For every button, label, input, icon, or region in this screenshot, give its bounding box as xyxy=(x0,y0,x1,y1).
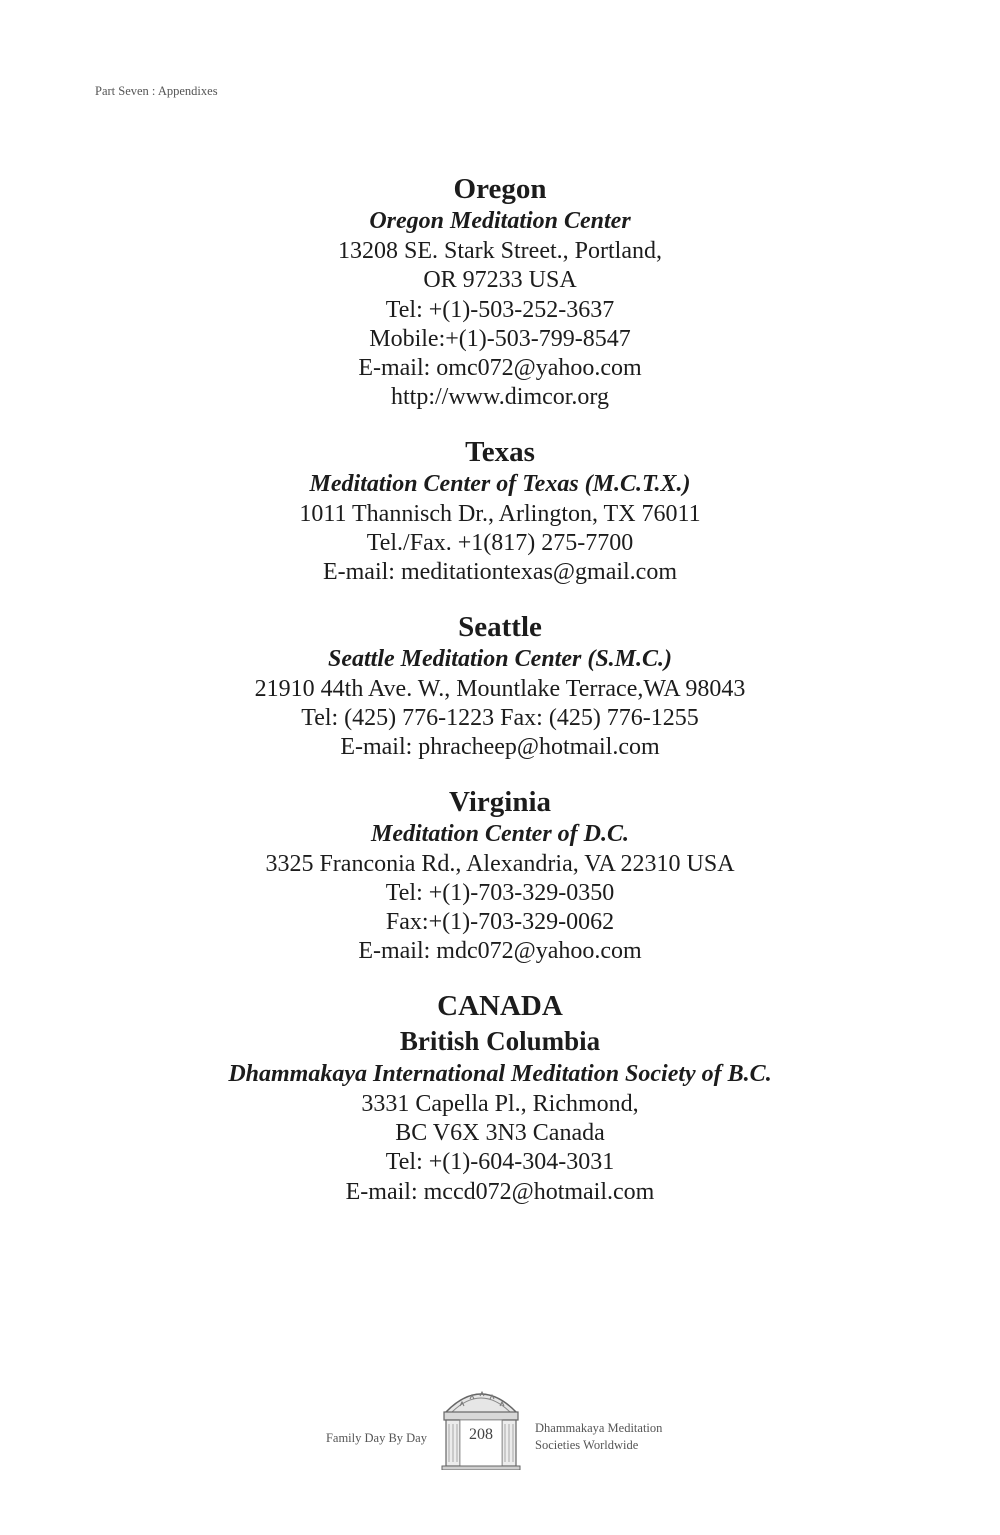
page-number: 208 xyxy=(469,1426,493,1443)
address-line: 3325 Franconia Rd., Alexandria, VA 22310 USA xyxy=(265,850,735,877)
section-texas xyxy=(0,435,1000,588)
footer-section-title xyxy=(535,1420,662,1454)
section-oregon xyxy=(0,172,1000,413)
mobile-line: Mobile:+(1)-503-799-8547 xyxy=(369,325,631,352)
country-heading: CANADA xyxy=(437,989,563,1022)
phone-line: Tel./Fax. +1(817) 275-7700 xyxy=(366,530,634,557)
email-line: E-mail: meditationtexas@gmail.com xyxy=(322,559,677,586)
running-header: Part Seven : Appendixes xyxy=(95,84,218,98)
address-line: 3331 Capella Pl., Richmond, xyxy=(361,1090,639,1117)
center-name: Dhammakaya International Meditation Society of B.C. xyxy=(228,1060,772,1087)
region-heading: Texas xyxy=(465,435,535,468)
address-line: 1011 Thannisch Dr., Arlington, TX 76011 xyxy=(299,500,701,527)
email-line: E-mail: phracheep@hotmail.com xyxy=(340,734,660,761)
phone-line: Tel: +(1)-503-252-3637 xyxy=(385,296,615,323)
region-heading: Oregon xyxy=(453,173,547,205)
center-name: Meditation Center of D.C. xyxy=(370,820,629,847)
directory-content xyxy=(0,172,1000,1207)
section-canada xyxy=(0,989,1000,1207)
address-line: BC V6X 3N3 Canada xyxy=(395,1120,605,1147)
footer-book-title: Family Day By Day xyxy=(325,1431,427,1445)
center-name: Meditation Center of Texas (M.C.T.X.) xyxy=(309,470,691,497)
phone-line: Tel: +(1)-604-304-3031 xyxy=(385,1149,615,1176)
email-line: E-mail: omc072@yahoo.com xyxy=(358,355,642,382)
email-line: E-mail: mdc072@yahoo.com xyxy=(358,938,642,965)
center-name: Oregon Meditation Center xyxy=(369,208,631,234)
section-virginia xyxy=(0,785,1000,967)
footer-section-title-line: Dhammakaya Meditation xyxy=(535,1421,663,1435)
fax-line: Fax:+(1)-703-329-0062 xyxy=(385,909,615,936)
phone-line: Tel: (425) 776-1223 Fax: (425) 776-1255 xyxy=(301,704,699,731)
section-seattle xyxy=(0,610,1000,763)
center-name: Seattle Meditation Center (S.M.C.) xyxy=(327,645,672,672)
region-heading: Virginia xyxy=(448,785,552,818)
region-heading: Seattle xyxy=(458,610,542,643)
address-line: OR 97233 USA xyxy=(423,267,577,294)
footer-section-title-line: Societies Worldwide xyxy=(535,1438,639,1452)
website-line: http://www.dimcor.org xyxy=(391,384,609,411)
page-footer xyxy=(0,1382,1000,1472)
address-line: 13208 SE. Stark Street., Portland, xyxy=(338,238,662,264)
address-line: 21910 44th Ave. W., Mountlake Terrace,WA 98043 xyxy=(254,675,746,702)
email-line: E-mail: mccd072@hotmail.com xyxy=(345,1178,655,1205)
province-heading: British Columbia xyxy=(399,1025,601,1056)
phone-line: Tel: +(1)-703-329-0350 xyxy=(385,879,615,906)
